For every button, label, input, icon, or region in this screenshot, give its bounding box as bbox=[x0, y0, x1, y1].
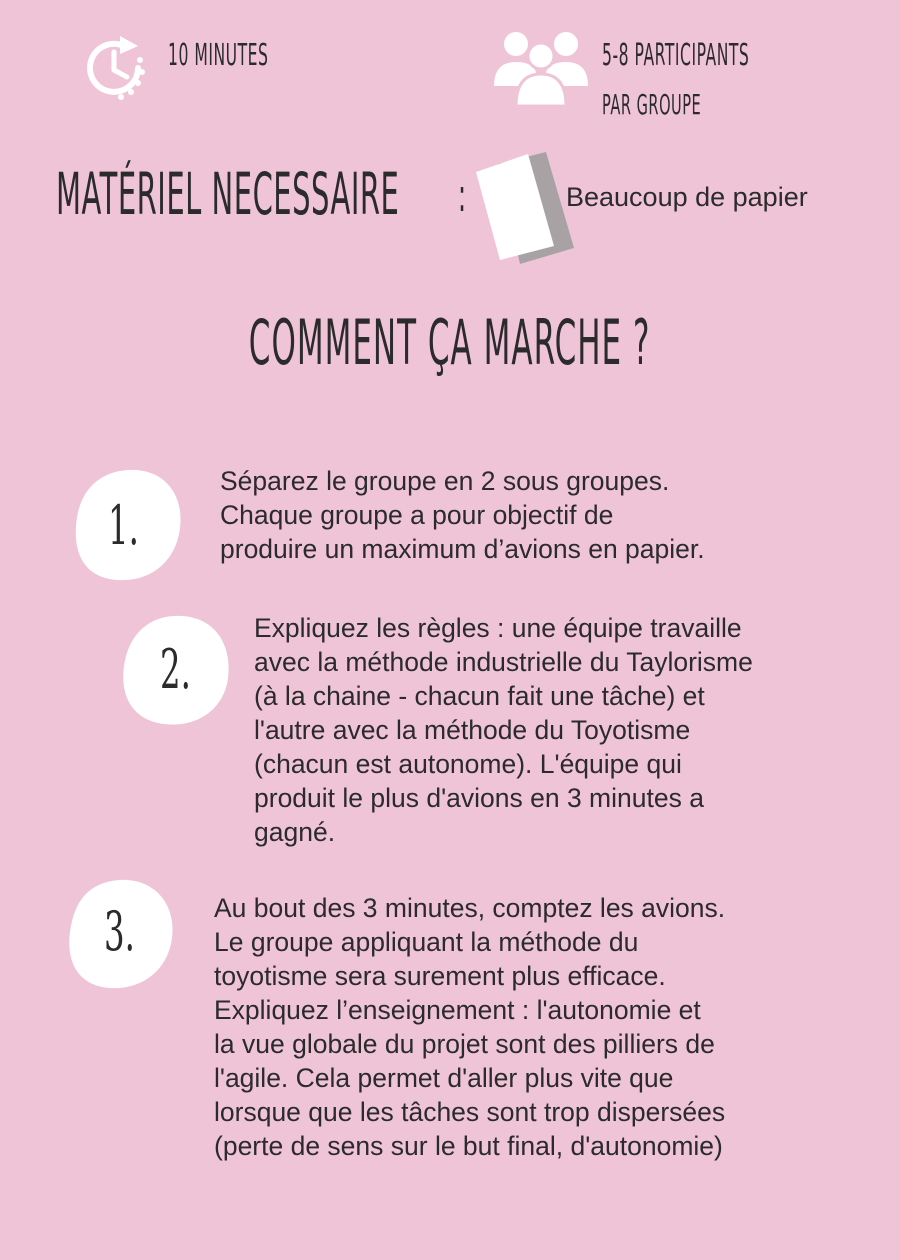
section-title bbox=[0, 306, 900, 379]
step-2-number: 2. bbox=[160, 638, 191, 701]
step-3-line: Le groupe appliquant la méthode du bbox=[214, 927, 639, 957]
step-3-line: l'agile. Cela permet d'aller plus vite que bbox=[214, 1063, 674, 1093]
step-2-line: l'autre avec la méthode du Toyotisme bbox=[254, 715, 691, 745]
step-2-line: gagné. bbox=[254, 817, 336, 847]
material-title: MATÉRIEL NECESSAIRE bbox=[56, 160, 400, 228]
step-1-line: produire un maximum d’avions en papier. bbox=[220, 534, 705, 564]
material-value: Beaucoup de papier bbox=[566, 182, 808, 212]
section-title-text: COMMENT ÇA MARCHE ? bbox=[249, 306, 651, 379]
participants-sublabel: PAR GROUPE bbox=[602, 88, 702, 121]
step-3-line: toyotisme sera surement plus efficace. bbox=[214, 961, 666, 991]
step-1-text bbox=[220, 464, 705, 566]
step-3-number: 3. bbox=[104, 900, 135, 963]
step-3-line: la vue globale du projet sont des pilliers de bbox=[214, 1029, 715, 1059]
paper-sheet-icon bbox=[470, 150, 580, 266]
step-3-line: Expliquez l’enseignement : l'autonomie et bbox=[214, 995, 701, 1025]
step-2-line: (à la chaine - chacun fait une tâche) et bbox=[254, 681, 705, 711]
step-2-line: (chacun est autonome). L'équipe qui bbox=[254, 749, 682, 779]
step-3-line: (perte de sens sur le but final, d'autonomie) bbox=[214, 1131, 723, 1161]
step-2-line: avec la méthode industrielle du Taylorisme bbox=[254, 647, 753, 677]
clock-icon bbox=[76, 30, 152, 106]
step-2-line: produit le plus d'avions en 3 minutes a bbox=[254, 783, 704, 813]
step-3-line: Au bout des 3 minutes, comptez les avions. bbox=[214, 893, 726, 923]
step-3-line: lorsque que les tâches sont trop dispersées bbox=[214, 1097, 726, 1127]
duration-label: 10 MINUTES bbox=[168, 38, 269, 73]
step-2-line: Expliquez les règles : une équipe travaille bbox=[254, 613, 742, 643]
step-3-text bbox=[214, 891, 725, 1163]
step-2-text bbox=[254, 611, 753, 849]
step-1-number: 1. bbox=[108, 494, 139, 557]
step-1-line: Séparez le groupe en 2 sous groupes. bbox=[220, 466, 670, 496]
participants-label: 5-8 PARTICIPANTS bbox=[602, 38, 750, 73]
material-colon: : bbox=[458, 168, 467, 222]
group-icon bbox=[492, 28, 590, 108]
step-1-line: Chaque groupe a pour objectif de bbox=[220, 500, 614, 530]
